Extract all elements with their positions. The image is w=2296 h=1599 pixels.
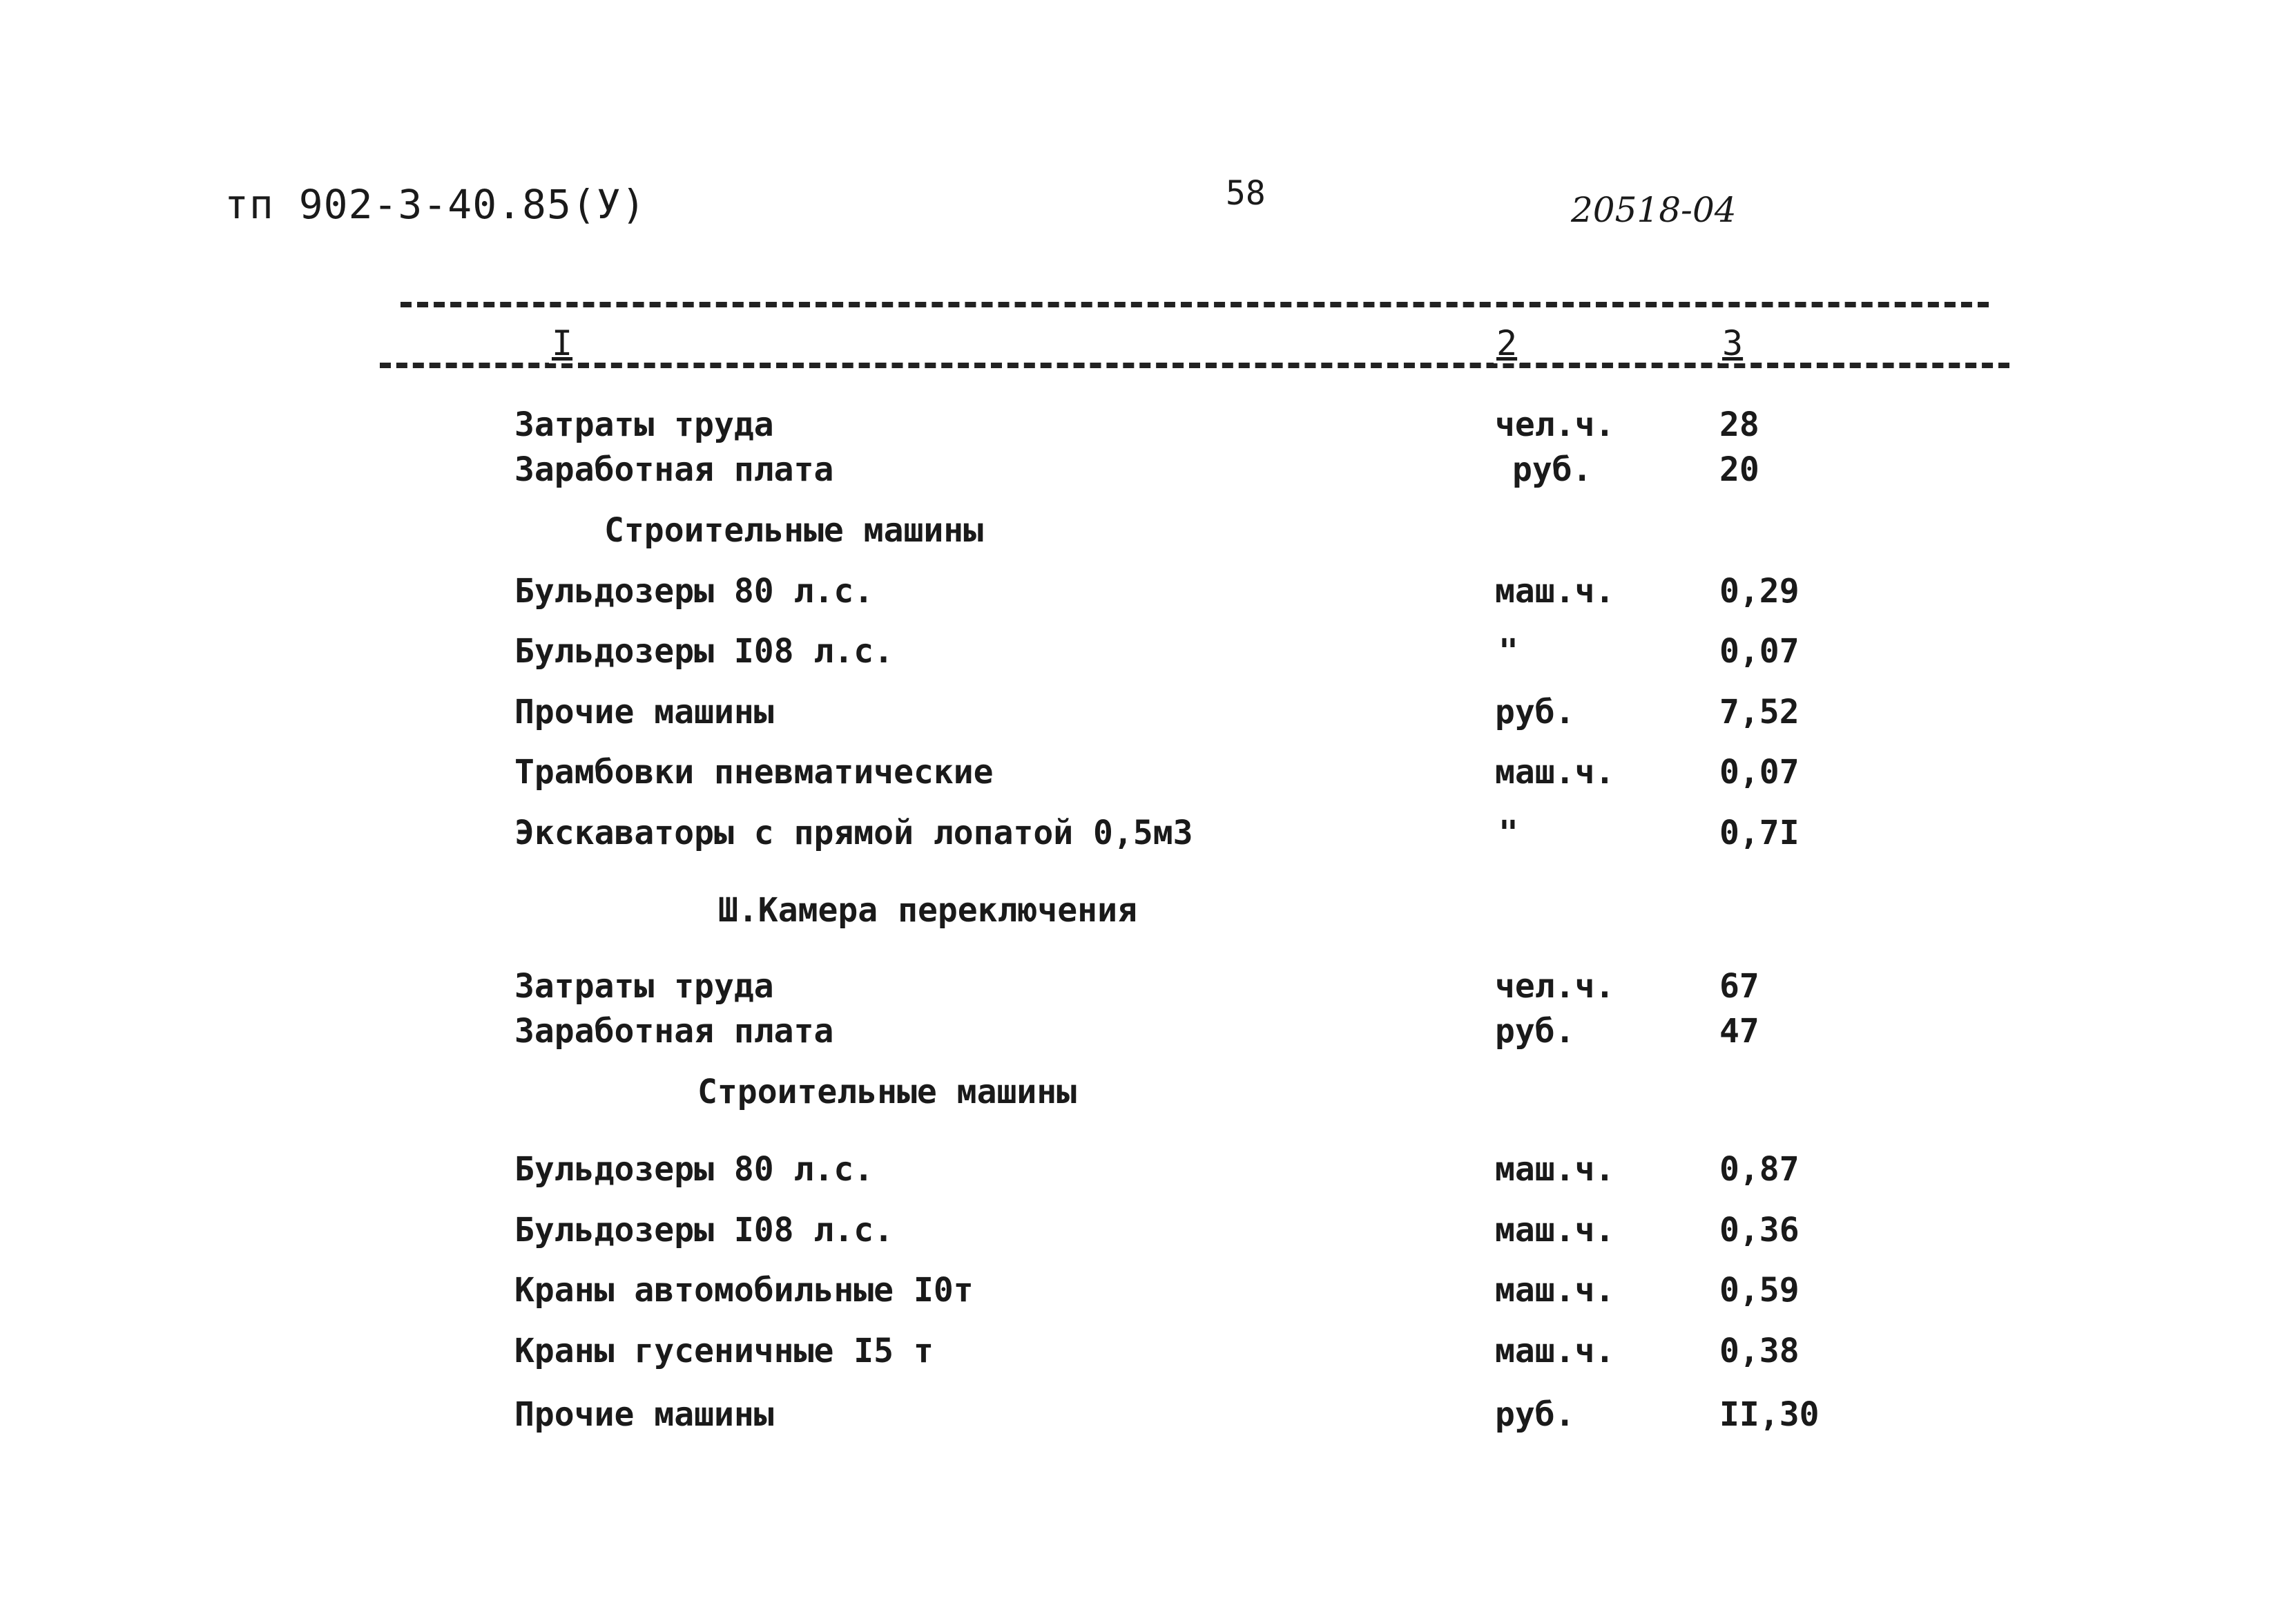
table-row (0, 1211, 2296, 1252)
table-row (0, 1012, 2296, 1053)
table-header-rule (380, 363, 2009, 368)
row-name: Бульдозеры 80 л.с. (514, 1150, 874, 1189)
table-row (0, 814, 2296, 855)
row-name: Затраты труда (514, 967, 774, 1006)
row-value: 67 (1719, 967, 1759, 1006)
subheading: Строительные машины (604, 511, 984, 550)
row-unit: руб. (1512, 450, 1592, 489)
row-unit: чел.ч. (1495, 405, 1615, 444)
row-name: Бульдозеры I08 л.с. (514, 1211, 894, 1249)
row-unit: маш.ч. (1495, 1271, 1615, 1310)
row-value: 0,59 (1719, 1271, 1800, 1310)
row-unit: " (1498, 814, 1518, 852)
row-unit: маш.ч. (1495, 1150, 1615, 1189)
document-number: 20518-04 (1571, 190, 1737, 230)
row-unit: маш.ч. (1495, 1332, 1615, 1370)
row-value: 0,7I (1719, 814, 1800, 852)
row-name: Бульдозеры 80 л.с. (514, 572, 874, 611)
row-name: Краны автомобильные I0т (514, 1271, 974, 1310)
row-name: Заработная плата (514, 450, 834, 489)
row-unit: маш.ч. (1495, 1211, 1615, 1249)
row-value: 0,07 (1719, 632, 1800, 671)
row-unit: руб. (1495, 1395, 1575, 1434)
page-number: 58 (1226, 174, 1266, 213)
table-row-subheading (0, 511, 2296, 553)
table-row (0, 1271, 2296, 1312)
table-row (0, 572, 2296, 613)
table-row (0, 1395, 2296, 1437)
row-unit: руб. (1495, 693, 1575, 731)
table-row-subheading (0, 1073, 2296, 1114)
column-header-3: 3 (1719, 323, 1746, 363)
row-unit: руб. (1495, 1012, 1575, 1051)
table-row (0, 450, 2296, 492)
column-header-1: I (549, 323, 575, 363)
row-value: 0,87 (1719, 1150, 1800, 1189)
table-row (0, 967, 2296, 1008)
row-value: 0,07 (1719, 753, 1800, 792)
document-code: тп 902-3-40.85(У) (224, 181, 646, 228)
row-name: Бульдозеры I08 л.с. (514, 632, 894, 671)
row-value: 28 (1719, 405, 1759, 444)
table-row (0, 405, 2296, 447)
table-row-section (0, 891, 2296, 932)
table-top-rule (401, 302, 1989, 307)
row-value: 47 (1719, 1012, 1759, 1051)
row-name: Прочие машины (514, 693, 774, 731)
table-row (0, 1150, 2296, 1191)
row-unit: " (1498, 632, 1518, 671)
row-name: Заработная плата (514, 1012, 834, 1051)
row-unit: чел.ч. (1495, 967, 1615, 1006)
row-name: Затраты труда (514, 405, 774, 444)
table-row (0, 753, 2296, 794)
column-header-2: 2 (1494, 323, 1520, 363)
row-unit: маш.ч. (1495, 572, 1615, 611)
row-value: 0,38 (1719, 1332, 1800, 1370)
table-row (0, 1332, 2296, 1373)
row-value: 20 (1719, 450, 1759, 489)
row-value: 7,52 (1719, 693, 1800, 731)
row-name: Прочие машины (514, 1395, 774, 1434)
row-value: 0,29 (1719, 572, 1800, 611)
row-value: 0,36 (1719, 1211, 1800, 1249)
table-row (0, 632, 2296, 673)
row-name: Экскаваторы с прямой лопатой 0,5м3 (514, 814, 1193, 852)
row-unit: маш.ч. (1495, 753, 1615, 792)
subheading: Строительные машины (697, 1073, 1077, 1111)
section-heading: Ш.Камера переключения (718, 891, 1137, 930)
row-name: Краны гусеничные I5 т (514, 1332, 934, 1370)
row-name: Трамбовки пневматические (514, 753, 994, 792)
row-value: II,30 (1719, 1395, 1820, 1434)
table-row (0, 693, 2296, 734)
